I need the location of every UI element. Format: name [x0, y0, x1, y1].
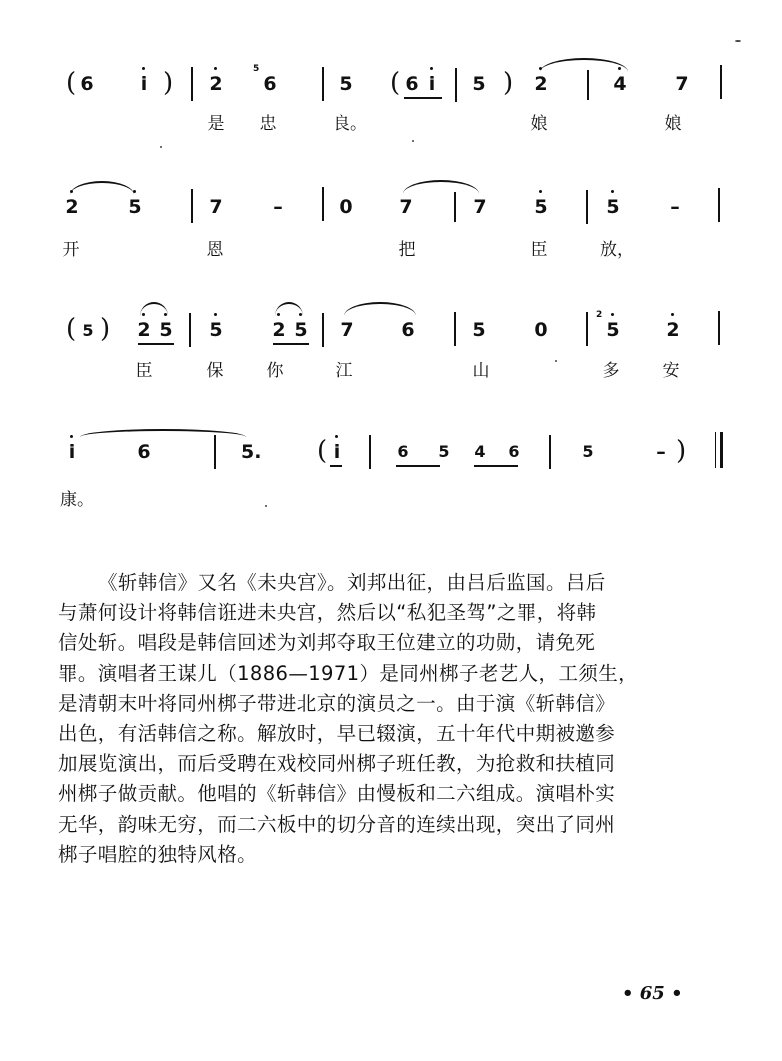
note: – [670, 196, 680, 218]
bar-line [549, 435, 551, 469]
commentary-line: 出色，有活韩信之称。解放时，早已辍演，五十年代中期被邀参 [58, 722, 616, 746]
commentary-line: 是清朝末叶将同州梆子带进北京的演员之一。由于演《斩韩信》 [58, 691, 616, 715]
note: 6 [137, 441, 151, 463]
open-paren: ( [66, 314, 77, 344]
bar-line [191, 67, 193, 101]
score-line-2 [0, 182, 782, 292]
lyric: 多 [602, 361, 620, 381]
note: 2 [62, 196, 82, 218]
note: 0 [534, 319, 548, 341]
note: 6 [397, 442, 409, 461]
note: i [134, 73, 154, 95]
note: – [273, 196, 283, 218]
note: 6 [508, 442, 520, 461]
lyric: 娘 [664, 114, 682, 134]
bar-line [189, 313, 191, 347]
note: i [422, 73, 442, 95]
lyric: 恩 [206, 240, 224, 260]
underline-beam [474, 465, 518, 467]
bar-line [718, 311, 720, 345]
scan-speck [265, 505, 267, 507]
score-line-3 [0, 306, 782, 416]
lyric: 放， [600, 240, 634, 260]
commentary-line: 加展览演出，而后受聘在戏校同州梆子班任教，为抢救和扶植同 [58, 752, 616, 776]
bar-line [587, 70, 589, 100]
underline-beam [396, 465, 440, 467]
note: 4 [610, 73, 630, 95]
note: 2 [269, 319, 289, 341]
scan-speck [160, 146, 162, 148]
commentary-line: 与萧何设计将韩信诳进未央宫，然后以“私犯圣驾”之罪，将韩 [58, 601, 597, 625]
note: – [656, 441, 666, 463]
note: 6 [401, 319, 415, 341]
lyric: 是 [207, 114, 225, 134]
close-paren: ) [163, 68, 174, 98]
note: 5 [206, 319, 226, 341]
score-line-4 [0, 428, 782, 538]
note: 2 [206, 73, 226, 95]
note: 5 [582, 442, 594, 461]
close-paren: ) [100, 314, 111, 344]
lyric: 娘 [530, 114, 548, 134]
underline-beam [273, 343, 309, 345]
note: 7 [399, 196, 413, 218]
note: 7 [340, 319, 354, 341]
commentary-paragraph [58, 568, 738, 870]
lyric: 臣 [135, 361, 153, 381]
note: 5 [291, 319, 311, 341]
grace-note: 2 [596, 310, 603, 320]
scan-speck [735, 40, 741, 42]
underline-beam [330, 465, 342, 467]
note: 5 [156, 319, 176, 341]
bar-line [191, 189, 193, 223]
note: 4 [474, 442, 486, 461]
lyric: 保 [206, 361, 224, 381]
lyric: 臣 [530, 240, 548, 260]
note: 5 [82, 321, 94, 340]
underline-beam [404, 97, 442, 99]
lyric: 开 [62, 240, 80, 260]
note: i [62, 441, 82, 463]
close-paren: ) [503, 68, 514, 98]
commentary-line: 罪。演唱者王谋儿（1886—1971）是同州梆子老艺人，工须生， [58, 661, 639, 685]
bar-line [718, 188, 720, 222]
slur [540, 58, 628, 72]
commentary-line: 州梆子做贡献。他唱的《斩韩信》由慢板和二六组成。演唱朴实 [58, 782, 616, 806]
scan-speck [412, 140, 414, 142]
bar-line [369, 435, 371, 469]
note: 0 [339, 196, 353, 218]
lyric: 安 [662, 361, 680, 381]
bar-line [586, 190, 588, 224]
note: 5 [472, 73, 486, 95]
underline-beam [138, 343, 174, 345]
close-paren: ) [676, 436, 687, 466]
lyric: 你 [266, 361, 284, 381]
lyric: 山 [472, 361, 490, 381]
note: 5 [472, 319, 486, 341]
bar-line [454, 192, 456, 222]
lyric: 江 [335, 361, 353, 381]
final-bar-line [715, 432, 723, 468]
lyric: 良。 [333, 114, 367, 134]
note: 7 [209, 196, 223, 218]
commentary-line: 无华，韵味无穷，而二六板中的切分音的连续出现，突出了同州 [58, 812, 616, 836]
lyric: 康。 [60, 490, 94, 510]
note: 5 [339, 73, 353, 95]
note: 6 [405, 73, 419, 95]
open-paren: ( [317, 436, 328, 466]
slur [403, 180, 479, 194]
commentary-line: 信处斩。唱段是韩信回述为刘邦夺取王位建立的功勋，请免死 [58, 631, 596, 655]
bar-line [586, 312, 588, 346]
note: 5. [241, 441, 262, 463]
bar-line [214, 435, 216, 469]
commentary-line: 梆子唱腔的独特风格。 [58, 842, 258, 866]
bar-line [455, 68, 457, 102]
bar-line [454, 312, 456, 346]
lyric: 忠 [259, 114, 277, 134]
note: 2 5 [596, 310, 620, 341]
slur [80, 429, 246, 437]
note: 5 [125, 196, 145, 218]
note: i [327, 441, 347, 463]
note: 5 [438, 442, 450, 461]
note: 2 [663, 319, 683, 341]
note: 7 [675, 73, 689, 95]
grace-note: 5 [253, 64, 260, 74]
note: 6 [80, 73, 94, 95]
note: 5 6 [253, 64, 277, 95]
open-paren: ( [390, 68, 401, 98]
slur [70, 181, 134, 195]
note: 5 [603, 196, 623, 218]
bar-line [322, 313, 324, 347]
commentary-line: 《斩韩信》又名《未央宫》。刘邦出征，由吕后监国。吕后 [98, 571, 606, 594]
open-paren: ( [66, 68, 77, 98]
note: 2 [531, 73, 551, 95]
note: 7 [473, 196, 487, 218]
lyric: 把 [398, 240, 416, 260]
scan-speck [555, 360, 557, 362]
score-line-1 [0, 60, 782, 170]
bar-line [322, 67, 324, 101]
note: 5 [531, 196, 551, 218]
bar-line [322, 187, 324, 221]
note: 2 [134, 319, 154, 341]
slur [344, 302, 416, 316]
bar-line [720, 65, 722, 99]
page-number: • 65 • [622, 983, 683, 1004]
